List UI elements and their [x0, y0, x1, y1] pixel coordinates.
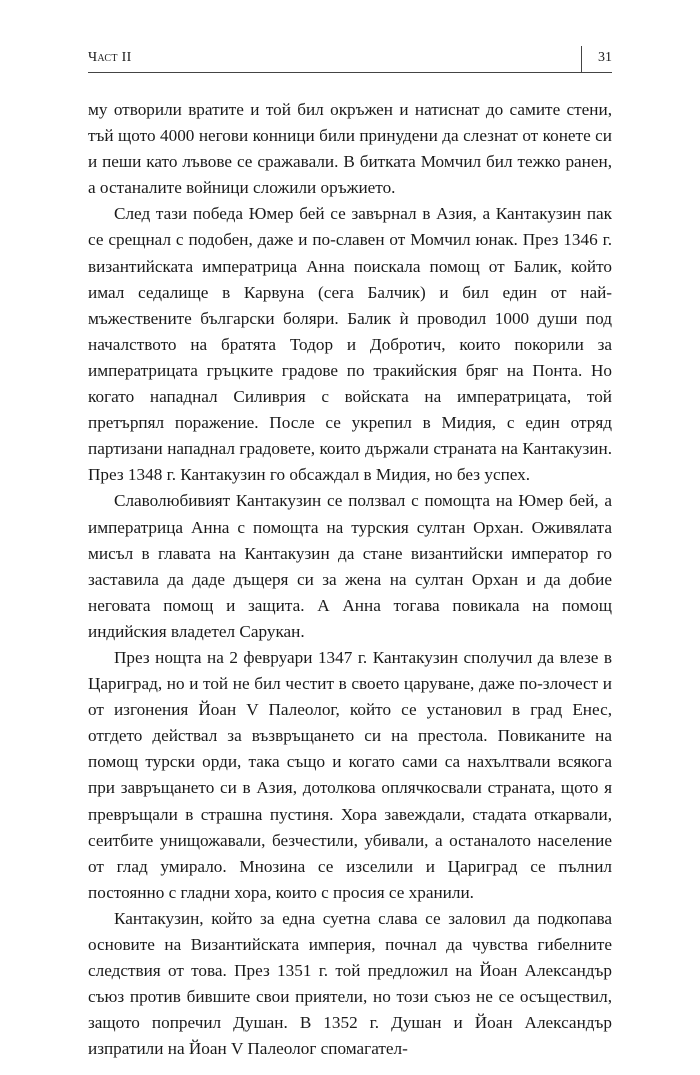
- paragraph-1: му отворили вратите и той бил окръжен и натиснат до самите стени, тъй щото 4000 негови конници били принудени да слезнат от конете си и пеши като лъвове се сражавали. В битката Момчил бил тежко ранен, а останалите войници сложили оръжието.: [88, 100, 612, 198]
- paragraph-5: Кантакузин, който за една суетна слава се заловил да подкопава основите на Византийската империя, почнал да чувства гибелните следствия от това. През 1351 г. той предложил на Йоан Александър съюз против бившите свои приятели, но този съюз не се осъществил, защото попречил Душан. В 1352 г. Душан и Йоан Александър изпратили на Йоан V Палеолог спомагател-: [88, 908, 612, 1059]
- paragraph-4: През нощта на 2 февруари 1347 г. Кантакузин сполучил да влезе в Цариград, но и той не бил честит в своето царуване, даже по-злочест и от изгонения Йоан V Палеолог, който се установил в град Енес, отгдето действал за възвръщането си на престола. Повиканите на помощ турски орди, така също и когато сами са нахълтвали всякога при завръщането си в Азия, дотолкова оплячкосвали страната, щото я превръщали в страшна пустиня. Хора завеждали, стадата откарвали, сеитбите унищожавали, безчестили, убивали, а останалото население от глад умирало. Мнозина се изселили и Цариград се пълнил постоянно с гладни хора, които с просия се хранили.: [88, 647, 612, 902]
- running-head: Част II: [88, 50, 132, 65]
- page-number: 31: [598, 50, 612, 65]
- body-text: [88, 97, 612, 1062]
- paragraph-3: Славолюбивият Кантакузин се ползвал с помощта на Юмер бей, а императрица Анна с помощта на турския султан Орхан. Оживялата мисъл в главата на Кантакузин да стане византийски император го заставила да даде дъщеря си за жена на султан Орхан и да добие неговата помощ и защита. А Анна тогава повикала на помощ индийския владетел Сарукан.: [88, 491, 612, 641]
- header-separator: [581, 46, 582, 72]
- page-header: [88, 46, 612, 73]
- paragraph-2: След тази победа Юмер бей се завърнал в Азия, а Кантакузин пак се срещнал с подобен, даже и по-славен от Момчил юнак. През 1346 г. византийската императрица Анна поискала помощ от Балик, който имал седалище в Карвуна (сега Балчик) и бил един от най-мъжествените български боляри. Балик ѝ проводил 1000 души под началството на братята Тодор и Добротич, които покорили за императрицата гръцките градове по тракийския бряг на Понта. Но когато нападнал Силиврия с войската на императрицата, той претърпял поражение. После се укрепил в Мидия, с един отряд партизани нападнал градовете, които държали страната на Кантакузин. През 1348 г. Кантакузин го обсаждал в Мидия, но без успех.: [88, 204, 612, 485]
